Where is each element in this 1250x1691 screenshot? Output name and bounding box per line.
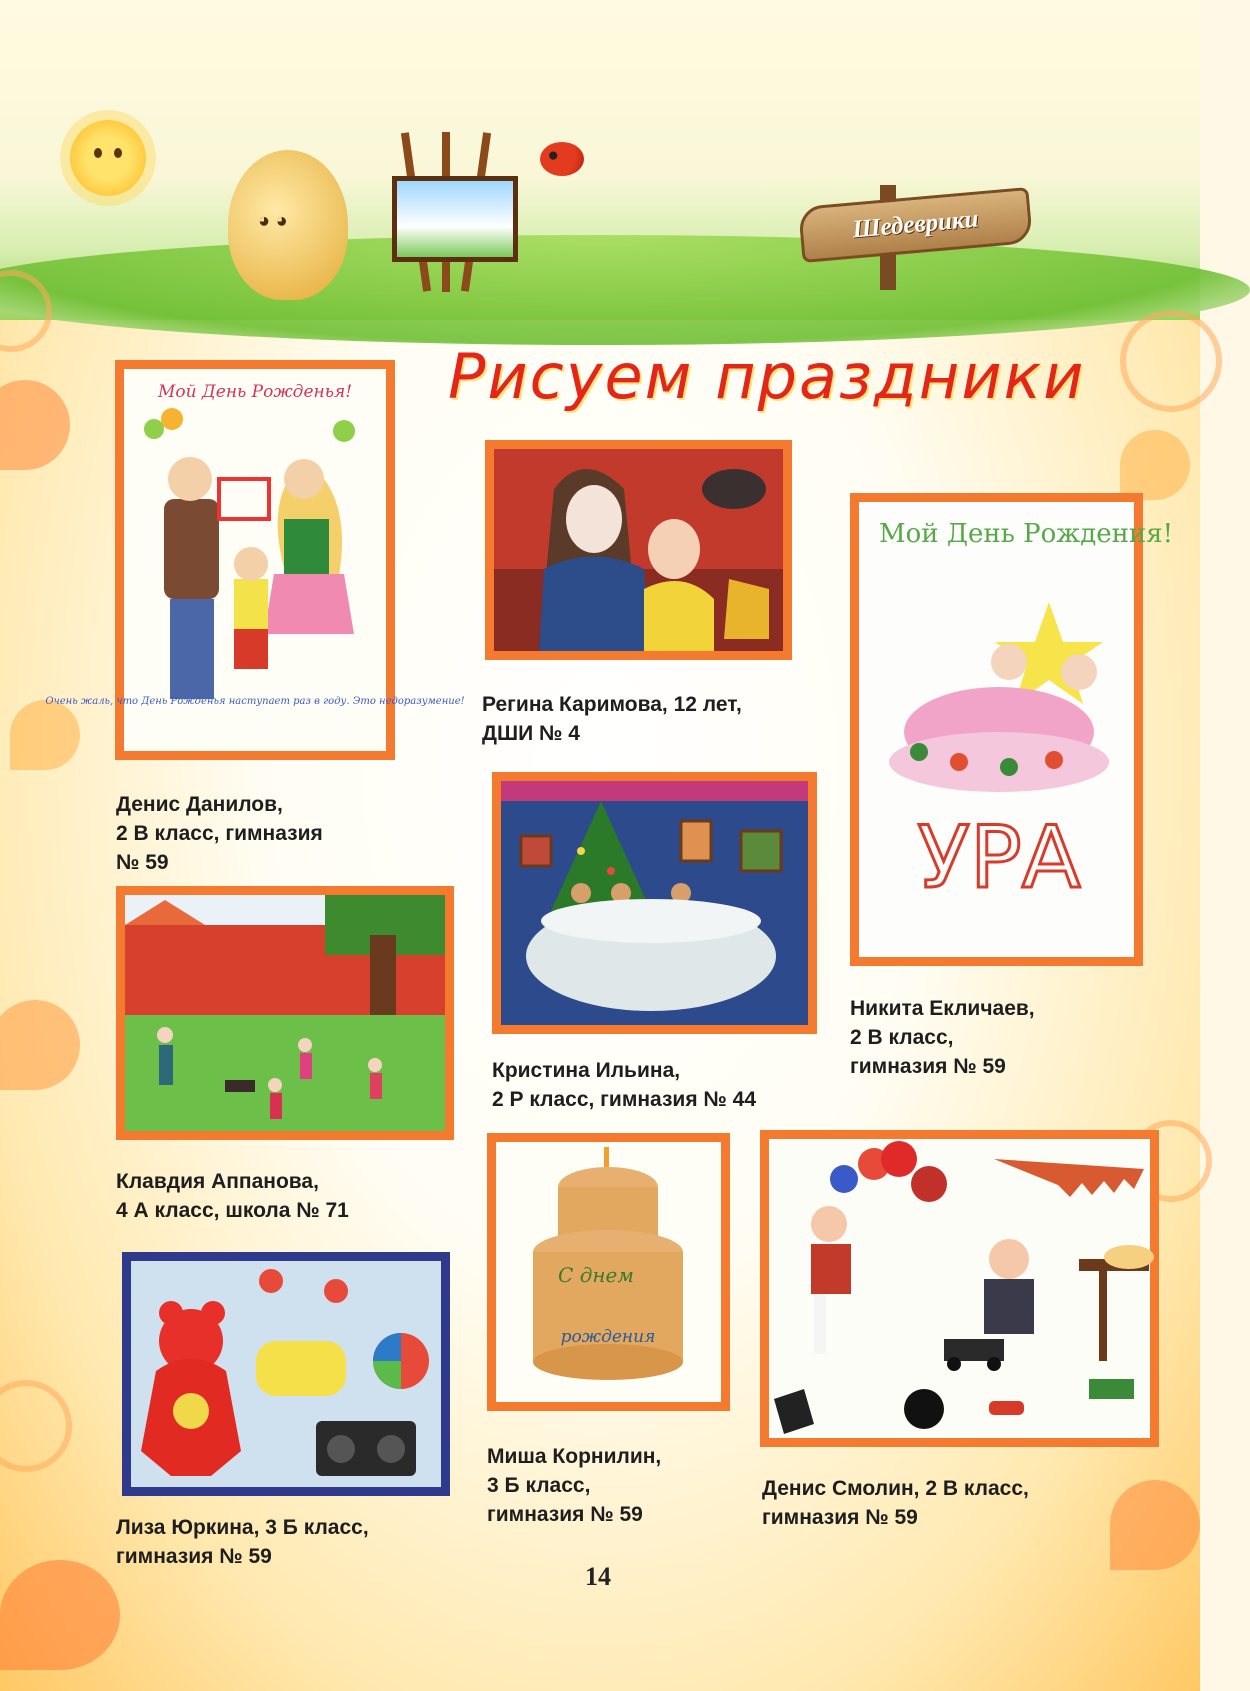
flower-decoration (1110, 1480, 1200, 1570)
caption-line: 3 Б класс, (487, 1474, 591, 1497)
caption-line: 2 В класс, гимназия (116, 822, 323, 845)
drawing-yard-party-art (125, 895, 445, 1131)
caption-line: Денис Данилов, (116, 793, 283, 816)
page-title: Рисуем праздники (448, 340, 1086, 413)
easel-canvas-illustration (392, 176, 518, 262)
decor-ring (0, 1380, 72, 1472)
flower-decoration (10, 700, 80, 770)
drawing-birthday-cake-art (496, 1142, 721, 1402)
drawing-new-year-table (492, 772, 817, 1034)
caption-line: Регина Каримова, 12 лет, (482, 693, 742, 716)
flower-decoration (0, 1560, 120, 1670)
drawing-inscription: УРА (917, 808, 1081, 908)
caption-line: Кристина Ильина, (492, 1059, 681, 1082)
section-name: Шедеврики (851, 205, 980, 244)
caption-line: Денис Смолин, 2 В класс, (762, 1477, 1029, 1500)
drawing-caption (482, 690, 742, 748)
caption-line: гимназия № 59 (850, 1055, 1006, 1078)
caption-line: 4 А класс, школа № 71 (116, 1199, 349, 1222)
drawing-inscription: Мой День Рожденья! (157, 382, 353, 402)
drawing-birthday-hurray (850, 493, 1174, 966)
drawing-inscription: Очень жаль, что День Рожденья наступает раз в году. Это недоразумение! (45, 696, 465, 707)
drawing-caption (762, 1474, 1029, 1532)
flower-decoration (0, 380, 70, 470)
drawing-mother-child-art (494, 449, 783, 651)
drawing-new-year-table-art (501, 781, 808, 1025)
drawing-yard-party (116, 886, 454, 1140)
drawing-caption (487, 1442, 661, 1529)
drawing-boys-train-ball-art (769, 1139, 1150, 1438)
drawing-inscription: рождения (560, 1327, 656, 1347)
caption-line: Лиза Юркина, 3 Б класс, (116, 1516, 369, 1539)
bag-character-illustration: ◕ ◕ (228, 150, 348, 300)
drawing-birthday-family-art (45, 369, 465, 751)
caption-line: ДШИ № 4 (482, 722, 580, 745)
ladybug-illustration (540, 142, 584, 176)
caption-line: гимназия № 59 (116, 1545, 272, 1568)
drawing-caption (116, 790, 323, 877)
drawing-teddy-cake (122, 1252, 450, 1496)
decor-ring (1120, 310, 1222, 412)
drawing-inscription: С днем (558, 1263, 634, 1287)
drawing-birthday-cake (487, 1133, 730, 1411)
drawing-boys-train-ball (760, 1130, 1159, 1447)
drawing-caption (492, 1056, 756, 1114)
caption-line: Миша Корнилин, (487, 1445, 662, 1468)
drawing-caption (116, 1167, 349, 1225)
caption-line: Клавдия Аппанова, (116, 1170, 319, 1193)
caption-line: № 59 (116, 851, 169, 874)
caption-line: Никита Екличаев, (850, 997, 1035, 1020)
page-number: 14 (585, 1562, 611, 1591)
grass-hill-illustration (0, 235, 1250, 345)
drawing-caption (116, 1513, 369, 1571)
flower-decoration (0, 1000, 80, 1090)
drawing-caption (850, 994, 1035, 1081)
drawing-birthday-hurray-art (859, 502, 1174, 957)
sun-illustration (70, 120, 146, 196)
drawing-birthday-family (45, 360, 465, 760)
drawing-inscription: Мой День Рождения! (879, 519, 1174, 549)
caption-line: гимназия № 59 (762, 1506, 918, 1529)
drawing-teddy-cake-art (131, 1261, 441, 1487)
caption-line: 2 Р класс, гимназия № 44 (492, 1088, 757, 1111)
caption-line: гимназия № 59 (487, 1503, 643, 1526)
caption-line: 2 В класс, (850, 1026, 954, 1049)
flower-decoration (1120, 430, 1190, 500)
drawing-mother-child (485, 440, 792, 660)
